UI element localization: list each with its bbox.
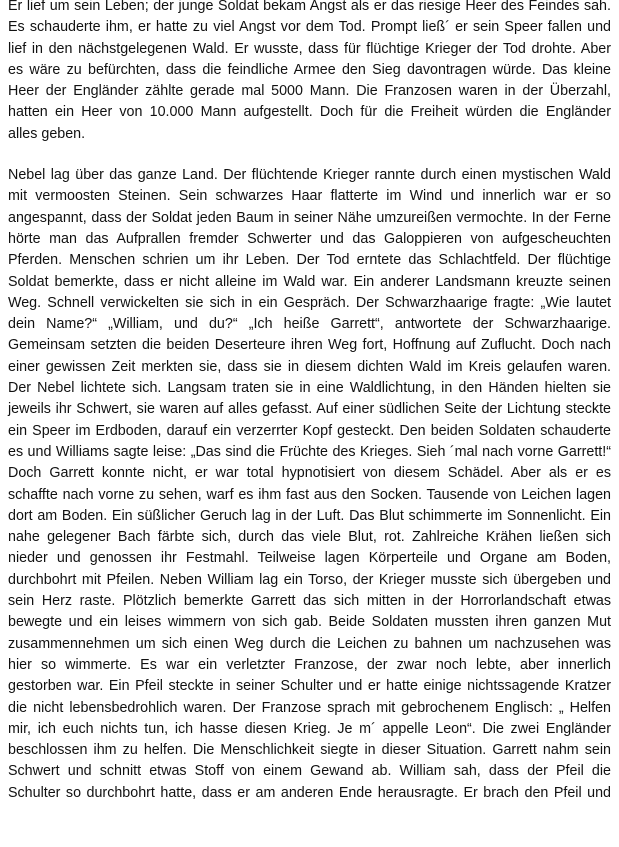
text-line: beschlossen ihm zu helfen. Die Menschlichkeit siegte in dieser Situation. Garrett nahm sein (8, 742, 611, 759)
text-line: es und Williams sagte leise: „Das sind die Früchte des Krieges. Sieh ´mal nach vorne Garrett!“ (8, 443, 611, 460)
text-line: ein Speer im Erdboden, darauf ein verzerrter Kopf gesteckt. Den beiden Soldaten schauderte (8, 422, 611, 439)
text-line: Es schauderte ihm, er hatte zu viel Angst vor dem Tod. Prompt ließ´ er sein Speer fallen und (8, 19, 611, 36)
text-line: dein Name?“ „William, und du?“ „Ich heiße Garrett“, antwortete der Schwarzhaarige. (8, 316, 611, 333)
text-line: die nicht lebensbedrohlich waren. Der Franzose sprach mit gebrochenem Englisch: „ Helfen (8, 699, 611, 716)
text-line: nieder und genossen ihr Festmahl. Teilweise lagen Körperteile und Organe am Boden, (8, 550, 611, 567)
text-line: zusammennehmen um sich einen Weg durch die Leichen zu bahnen um nachzusehen was (8, 635, 611, 652)
text-line: Er lief um sein Leben; der junge Soldat bekam Angst als er das riesige Heer des Feindes sah. (8, 0, 611, 14)
text-line: Der Nebel lichtete sich. Langsam traten sie in eine Waldlichtung, in den Händen hielten sie (8, 380, 611, 397)
text-line: Gemeinsam setzten die beiden Deserteure ihren Weg fort, Hoffnung auf Zuflucht. Doch nach (8, 337, 611, 354)
text-line: angespannt, dass der Soldat jeden Baum in seiner Nähe umzureißen vermochte. In der Ferne (8, 209, 611, 226)
text-line: bewegte und ein leises wimmern von sich gab. Beide Soldaten mussten ihren ganzen Mut (8, 614, 611, 631)
text-line: Schwert und schnitt etwas Stoff von einem Gewand ab. William sah, dass der Pfeil die (8, 763, 611, 780)
text-line: lief in den nächstgelegenen Wald. Er wusste, dass für flüchtige Krieger der Tod drohte. Aber (8, 40, 611, 57)
text-line: Schulter so durchbohrt hatte, dass er am anderen Ende herausragte. Er brach den Pfeil und (8, 784, 611, 801)
text-line: Weg. Schnell verwickelten sie sich in ein Gespräch. Der Schwarzhaarige fragte: „Wie lautet (8, 294, 611, 311)
text-line: Pferden. Menschen schrien um ihr Leben. Der Tod erntete das Schlachtfeld. Der flüchtige (8, 252, 611, 269)
text-line: Doch Garrett konnte nicht, er war total hypnotisiert von diesem Schädel. Aber als er es (8, 465, 611, 482)
text-line: durchbohrt mit Pfeilen. Neben William lag ein Torso, der Krieger musste sich übergeben und (8, 571, 611, 588)
text-line: hier so wimmerte. Es war ein verletzter Franzose, der zwar noch lebte, aber innerlich (8, 656, 611, 673)
text-line: es wäre zu befürchten, dass die feindliche Armee den Sieg davontragen würde. Das kleine (8, 61, 611, 78)
text-line: hatten ein Heer von 10.000 Mann aufgestellt. Doch für die Freiheit würden die Engländer (8, 104, 611, 121)
paragraph-1 (0, 0, 619, 145)
text-line: Soldat bemerkte, dass er nicht alleine im Wald war. Ein anderer Landsmann kreuzte seinen (8, 273, 611, 290)
text-line: alles geben. (8, 125, 86, 142)
text-line: sein Herz raste. Plötzlich bemerkte Garrett das sich mitten in der Horrorlandschaft etwas (8, 593, 611, 610)
text-line: gestorben war. Ein Pfeil steckte in seiner Schulter und er hatte einige nichtssagende Kratzer (8, 678, 611, 695)
text-line: mit vermoosten Steinen. Sein schwarzes Haar flatterte im Wind und innerlich war er so (8, 188, 611, 205)
text-line: Heer der Engländer zählte gerade mal 5000 Mann. Die Franzosen waren in der Überzahl, (8, 83, 611, 100)
text-line: einer gewissen Zeit merkten sie, dass sie in diesem dichten Wald im Kreis gelaufen waren. (8, 358, 611, 375)
text-line: jeweils ihr Schwert, sie waren auf alles gefasst. Auf einer südlichen Seite der Lichtung steckte (8, 401, 611, 418)
paragraph-2 (0, 165, 619, 804)
text-line: mir, ich euch nichts tun, ich hasse diesen Krieg. Je m´ appelle Leon“. Die zwei Engländer (8, 720, 611, 737)
text-line: nahe gelegener Bach färbte sich, durch das viele Blut, rot. Zahlreiche Krähen ließen sich (8, 529, 611, 546)
text-line: hörte man das Aufprallen fremder Schwerter und das Galoppieren von aufgescheuchten (8, 230, 611, 247)
text-line: Nebel lag über das ganze Land. Der flüchtende Krieger rannte durch einen mystischen Wald (8, 167, 611, 184)
text-line: dort am Boden. Ein süßlicher Geruch lag in der Luft. Das Blut schimmerte im Sonnenlicht. Ein (8, 507, 611, 524)
text-line: schaffte nach vorne zu sehen, warf es ihm fast aus den Socken. Tausende von Leichen lagen (8, 486, 611, 503)
